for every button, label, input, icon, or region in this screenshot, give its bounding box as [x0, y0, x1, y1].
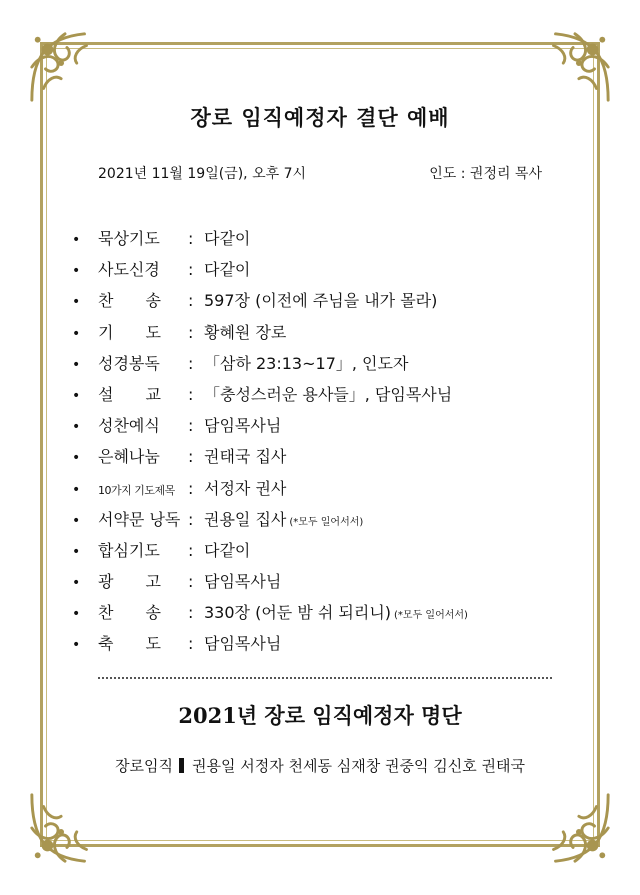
bullet-icon: • [72, 356, 81, 373]
program-item [72, 566, 468, 597]
order-of-service [72, 223, 468, 660]
program-value: 330장 (어둔 밤 쉬 되리니) [204, 603, 392, 623]
program-value: 다같이 [204, 260, 251, 280]
program-item [72, 441, 468, 472]
corner-ornament-icon [26, 28, 104, 106]
bullet-icon: • [72, 294, 81, 311]
program-value: 「충성스러운 용사들」, 담임목사님 [204, 384, 453, 404]
roster-title: 2021년 장로 임직예정자 명단 [178, 703, 462, 728]
colon-separator: : [188, 572, 194, 592]
program-item [72, 535, 468, 566]
colon-separator: : [188, 291, 194, 311]
program-label: 묵상기도 [98, 229, 160, 248]
colon-separator: : [188, 260, 194, 280]
bullet-icon: • [72, 325, 81, 342]
program-value: 황혜원 장로 [204, 322, 287, 342]
bullet-icon: • [72, 606, 81, 623]
program-label: 서약문 낭독 [98, 509, 181, 529]
program-item [72, 254, 468, 285]
divider [98, 677, 552, 679]
program-item [72, 597, 468, 628]
bullet-icon: • [72, 543, 81, 560]
bullet-icon: • [72, 450, 81, 467]
program-value: 담임목사님 [204, 572, 282, 592]
program-item [72, 317, 468, 348]
corner-ornament-icon [536, 789, 614, 867]
roster-names: 권용일 서정자 천세동 심재창 권중익 김신호 권태국 [192, 757, 525, 775]
program-label: 성경봉독 [98, 353, 160, 373]
program-value: 「삼하 23:13~17」, 인도자 [204, 353, 409, 373]
colon-separator: : [188, 229, 194, 248]
roster-category: 장로임직 [115, 757, 174, 775]
bullet-icon: • [72, 481, 81, 498]
separator-bar [179, 758, 184, 773]
program-value: 담임목사님 [204, 416, 282, 436]
colon-separator: : [188, 322, 194, 342]
colon-separator: : [188, 634, 194, 654]
colon-separator: : [188, 540, 194, 560]
program-label: 사도신경 [98, 260, 160, 280]
program-label: 성찬예식 [98, 416, 160, 436]
corner-ornament-icon [26, 789, 104, 867]
program-note: (*모두 일어서서) [289, 516, 364, 528]
roster-line [0, 755, 640, 776]
colon-separator: : [188, 384, 194, 404]
program-label: 광 고 [98, 572, 161, 592]
program-note: (*모두 일어서서) [394, 610, 468, 622]
program-value: 다같이 [204, 229, 251, 248]
program-item [72, 473, 468, 504]
bullet-icon: • [72, 387, 81, 404]
program-item [72, 285, 468, 316]
bullet-icon: • [72, 637, 81, 654]
colon-separator: : [188, 416, 194, 436]
program-label: 10가지 기도제목 [98, 483, 175, 497]
program-item [72, 628, 468, 659]
program-item [72, 348, 468, 379]
program-value: 담임목사님 [204, 634, 282, 654]
service-date: 2021년 11월 19일(금), 오후 7시 [98, 166, 307, 182]
colon-separator: : [188, 478, 194, 498]
page-title: 장로 임직예정자 결단 예배 [190, 106, 450, 130]
colon-separator: : [188, 447, 194, 467]
corner-ornament-icon [536, 28, 614, 106]
bullet-icon: • [72, 575, 81, 592]
program-label: 찬 송 [98, 603, 161, 623]
bullet-icon: • [72, 263, 81, 280]
colon-separator: : [188, 353, 194, 373]
program-value: 597장 (이전에 주님을 내가 몰라) [204, 291, 438, 311]
program-label: 찬 송 [98, 291, 161, 311]
bullet-icon: • [72, 232, 81, 248]
program-item [72, 504, 468, 535]
program-value: 다같이 [204, 540, 251, 560]
colon-separator: : [188, 603, 194, 623]
program-label: 설 교 [98, 384, 161, 404]
program-label: 축 도 [98, 634, 161, 654]
program-value: 권태국 집사 [204, 447, 287, 467]
service-leader: 인도 : 권정리 목사 [429, 166, 542, 182]
bullet-icon: • [72, 419, 81, 436]
program-value: 서정자 권사 [204, 478, 287, 498]
colon-separator: : [188, 509, 194, 529]
program-label: 합심기도 [98, 540, 160, 560]
program-item [72, 223, 468, 254]
program-item [72, 379, 468, 410]
bullet-icon: • [72, 512, 81, 529]
program-label: 기 도 [98, 322, 161, 342]
program-value: 권용일 집사 [204, 509, 287, 529]
program-item [72, 410, 468, 441]
program-label: 은혜나눔 [98, 447, 160, 467]
